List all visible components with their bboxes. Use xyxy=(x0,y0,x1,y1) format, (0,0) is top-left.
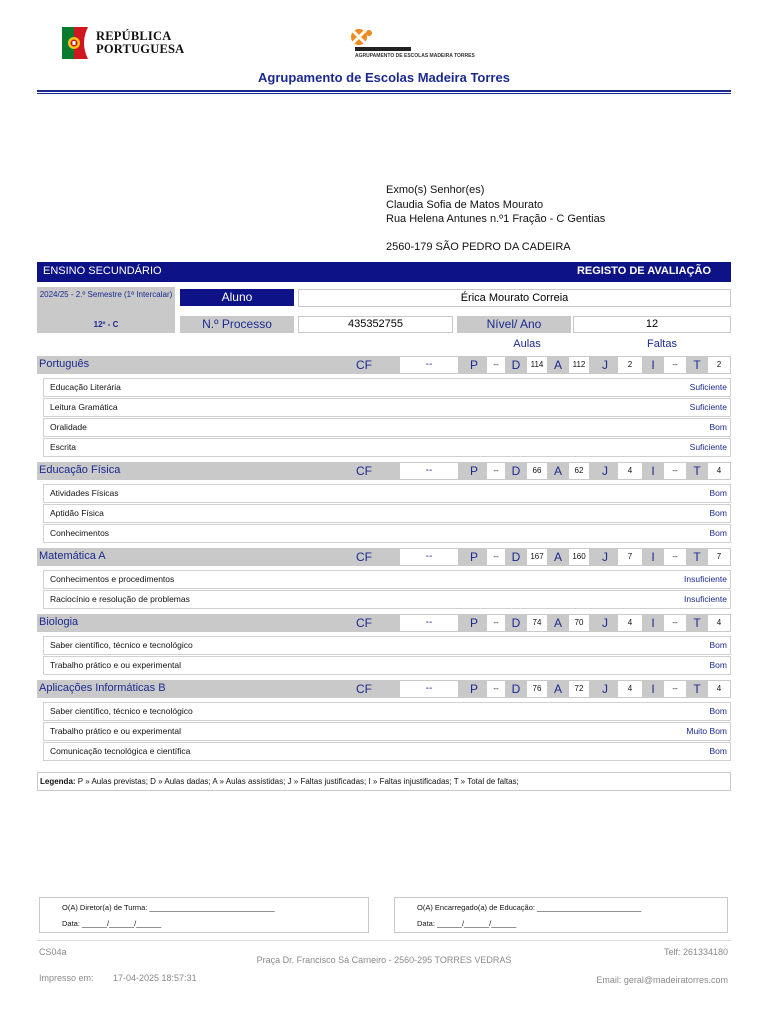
a-value: 70 xyxy=(569,615,589,631)
subject-name: Educação Física xyxy=(39,464,121,476)
j-value: 4 xyxy=(618,463,642,479)
t-label: T xyxy=(693,682,701,696)
address-name: Claudia Sofia de Matos Mourato xyxy=(386,199,544,211)
component-grade: Bom xyxy=(709,746,727,756)
component-grade: Insuficiente xyxy=(684,574,727,584)
gov-line-2: PORTUGUESA xyxy=(96,42,185,56)
component-row xyxy=(43,398,731,417)
i-label: I xyxy=(651,682,655,696)
component-row xyxy=(43,438,731,457)
footer-address: Praça Dr. Francisco Sá Carneiro - 2560-295 TORRES VEDRAS xyxy=(256,955,512,965)
a-value: 112 xyxy=(569,357,589,373)
a-label: A xyxy=(553,682,562,696)
t-value: 4 xyxy=(708,615,730,631)
footer-phone: Telf: 261334180 xyxy=(663,947,728,957)
school-logo xyxy=(345,25,475,61)
component-row xyxy=(43,524,731,543)
component-grade: Muito Bom xyxy=(686,726,727,736)
j-value: 2 xyxy=(618,357,642,373)
legend-text: P » Aulas previstas; D » Aulas dadas; A » Aulas assistidas; J » Faltas justificadas; I » Faltas injustificadas; T » Total de faltas; xyxy=(77,777,519,786)
component-name: Trabalho prático e ou experimental xyxy=(50,660,182,670)
faltas-header: Faltas xyxy=(647,338,677,350)
component-row xyxy=(43,590,731,609)
j-label: J xyxy=(602,616,608,630)
level-label: ENSINO SECUNDÁRIO xyxy=(43,265,162,277)
p-label: P xyxy=(469,682,478,696)
component-name: Educação Literária xyxy=(50,382,121,392)
t-label: T xyxy=(693,358,701,372)
school-logo-caption: AGRUPAMENTO DE ESCOLAS MADEIRA TORRES xyxy=(355,53,475,59)
component-grade: Bom xyxy=(709,706,727,716)
a-value: 160 xyxy=(569,549,589,565)
a-label: A xyxy=(553,550,562,564)
footer-email: Email: geral@madeiratorres.com xyxy=(596,975,728,985)
p-label: P xyxy=(469,464,478,478)
component-name: Escrita xyxy=(50,442,76,452)
class-label: 12º - C xyxy=(93,320,119,329)
report-band xyxy=(37,262,731,282)
cf-label: CF xyxy=(356,616,372,630)
cf-value: -- xyxy=(400,681,458,697)
component-row xyxy=(43,570,731,589)
d-label: D xyxy=(511,464,521,478)
guardian-date-line: Data: ______/______/______ xyxy=(417,919,517,928)
component-row xyxy=(43,418,731,437)
cf-label: CF xyxy=(356,464,372,478)
printed-value: 17-04-2025 18:57:31 xyxy=(113,973,197,983)
component-name: Atividades Físicas xyxy=(50,488,119,498)
component-row xyxy=(43,484,731,503)
component-row xyxy=(43,722,731,741)
title-divider xyxy=(37,90,731,94)
director-date-line: Data: ______/______/______ xyxy=(62,919,162,928)
component-grade: Bom xyxy=(709,488,727,498)
i-label: I xyxy=(651,464,655,478)
t-value: 4 xyxy=(708,463,730,479)
j-value: 7 xyxy=(618,549,642,565)
a-value: 62 xyxy=(569,463,589,479)
processo-label: N.º Processo xyxy=(180,316,294,333)
cf-value: -- xyxy=(400,615,458,631)
p-value: -- xyxy=(487,463,505,479)
p-value: -- xyxy=(487,357,505,373)
j-label: J xyxy=(602,682,608,696)
j-value: 4 xyxy=(618,681,642,697)
i-label: I xyxy=(651,550,655,564)
subject-name: Aplicações Informáticas B xyxy=(39,682,166,694)
component-row xyxy=(43,656,731,675)
component-name: Conhecimentos xyxy=(50,528,110,538)
d-value: 66 xyxy=(527,463,547,479)
subject-name: Matemática A xyxy=(39,550,106,562)
component-row xyxy=(43,702,731,721)
component-row xyxy=(43,636,731,655)
address-street: Rua Helena Antunes n.º1 Fração - C Gentias xyxy=(386,213,606,225)
aulas-header: Aulas xyxy=(513,338,541,350)
a-label: A xyxy=(553,464,562,478)
component-grade: Bom xyxy=(709,640,727,650)
processo-value: 435352755 xyxy=(298,316,453,333)
a-value: 72 xyxy=(569,681,589,697)
p-label: P xyxy=(469,550,478,564)
aluno-label: Aluno xyxy=(180,289,294,306)
subject-name: Português xyxy=(39,358,90,370)
component-grade: Bom xyxy=(709,660,727,670)
d-value: 76 xyxy=(527,681,547,697)
guardian-signature-line: O(A) Encarregado(a) de Educação: _________________________ xyxy=(417,903,642,912)
subject-row xyxy=(37,614,731,632)
p-value: -- xyxy=(487,549,505,565)
d-label: D xyxy=(511,682,521,696)
i-value: -- xyxy=(664,615,686,631)
cf-value: -- xyxy=(400,463,458,479)
j-label: J xyxy=(602,358,608,372)
d-label: D xyxy=(511,358,521,372)
i-value: -- xyxy=(664,463,686,479)
component-name: Oralidade xyxy=(50,422,87,432)
j-value: 4 xyxy=(618,615,642,631)
d-value: 114 xyxy=(527,357,547,373)
i-value: -- xyxy=(664,549,686,565)
legend xyxy=(37,772,731,791)
p-value: -- xyxy=(487,615,505,631)
form-code: CS04a xyxy=(39,947,67,957)
j-label: J xyxy=(602,464,608,478)
component-name: Saber científico, técnico e tecnológico xyxy=(50,640,193,650)
i-value: -- xyxy=(664,357,686,373)
subject-name: Biologia xyxy=(39,616,79,628)
component-name: Trabalho prático e ou experimental xyxy=(50,726,182,736)
d-label: D xyxy=(511,550,521,564)
component-grade: Bom xyxy=(709,422,727,432)
p-label: P xyxy=(469,358,478,372)
component-name: Leitura Gramática xyxy=(50,402,118,412)
component-row xyxy=(43,742,731,761)
component-grade: Suficiente xyxy=(689,442,727,452)
republica-portuguesa-logo xyxy=(60,25,190,63)
subject-row xyxy=(37,548,731,566)
report-type-label: REGISTO DE AVALIAÇÃO xyxy=(576,265,711,277)
madeira-torres-emblem-icon xyxy=(345,25,417,53)
cf-label: CF xyxy=(356,358,372,372)
portugal-flag-icon xyxy=(60,25,90,61)
cf-value: -- xyxy=(400,357,458,373)
director-signature-box xyxy=(39,897,369,933)
address-salutation: Exmo(s) Senhor(es) xyxy=(386,184,485,196)
i-label: I xyxy=(651,358,655,372)
t-label: T xyxy=(693,616,701,630)
component-row xyxy=(43,504,731,523)
nivel-value: 12 xyxy=(573,316,731,333)
printed-label: Impresso em: xyxy=(39,973,94,983)
i-label: I xyxy=(651,616,655,630)
component-row xyxy=(43,378,731,397)
t-value: 2 xyxy=(708,357,730,373)
t-label: T xyxy=(693,464,701,478)
d-value: 167 xyxy=(527,549,547,565)
component-name: Saber científico, técnico e tecnológico xyxy=(50,706,193,716)
component-grade: Suficiente xyxy=(689,402,727,412)
a-label: A xyxy=(553,358,562,372)
footer-divider xyxy=(37,940,731,941)
period-label: 2024/25 - 2.º Semestre (1ª Intercalar) xyxy=(39,290,173,299)
subject-row xyxy=(37,680,731,698)
t-value: 7 xyxy=(708,549,730,565)
nivel-label: Nível/ Ano xyxy=(457,316,571,333)
a-label: A xyxy=(553,616,562,630)
subject-row xyxy=(37,462,731,480)
component-name: Conhecimentos e procedimentos xyxy=(50,574,175,584)
aluno-value: Érica Mourato Correia xyxy=(298,289,731,307)
p-value: -- xyxy=(487,681,505,697)
director-signature-line: O(A) Diretor(a) de Turma: ______________________________ xyxy=(62,903,275,912)
component-grade: Insuficiente xyxy=(684,594,727,604)
gov-line-1: REPÚBLICA xyxy=(96,29,172,43)
component-name: Comunicação tecnológica e científica xyxy=(50,746,191,756)
subject-row xyxy=(37,356,731,374)
component-grade: Bom xyxy=(709,508,727,518)
j-label: J xyxy=(602,550,608,564)
period-box xyxy=(37,287,175,333)
cf-label: CF xyxy=(356,550,372,564)
d-label: D xyxy=(511,616,521,630)
guardian-signature-box xyxy=(394,897,728,933)
p-label: P xyxy=(469,616,478,630)
cf-value: -- xyxy=(400,549,458,565)
t-label: T xyxy=(693,550,701,564)
legend-label: Legenda: xyxy=(40,777,76,786)
component-name: Aptidão Física xyxy=(50,508,104,518)
component-grade: Suficiente xyxy=(689,382,727,392)
address-postal: 2560-179 SÃO PEDRO DA CADEIRA xyxy=(386,241,571,253)
page-title: Agrupamento de Escolas Madeira Torres xyxy=(258,70,510,85)
cf-label: CF xyxy=(356,682,372,696)
i-value: -- xyxy=(664,681,686,697)
component-grade: Bom xyxy=(709,528,727,538)
t-value: 4 xyxy=(708,681,730,697)
d-value: 74 xyxy=(527,615,547,631)
component-name: Raciocínio e resolução de problemas xyxy=(50,594,190,604)
